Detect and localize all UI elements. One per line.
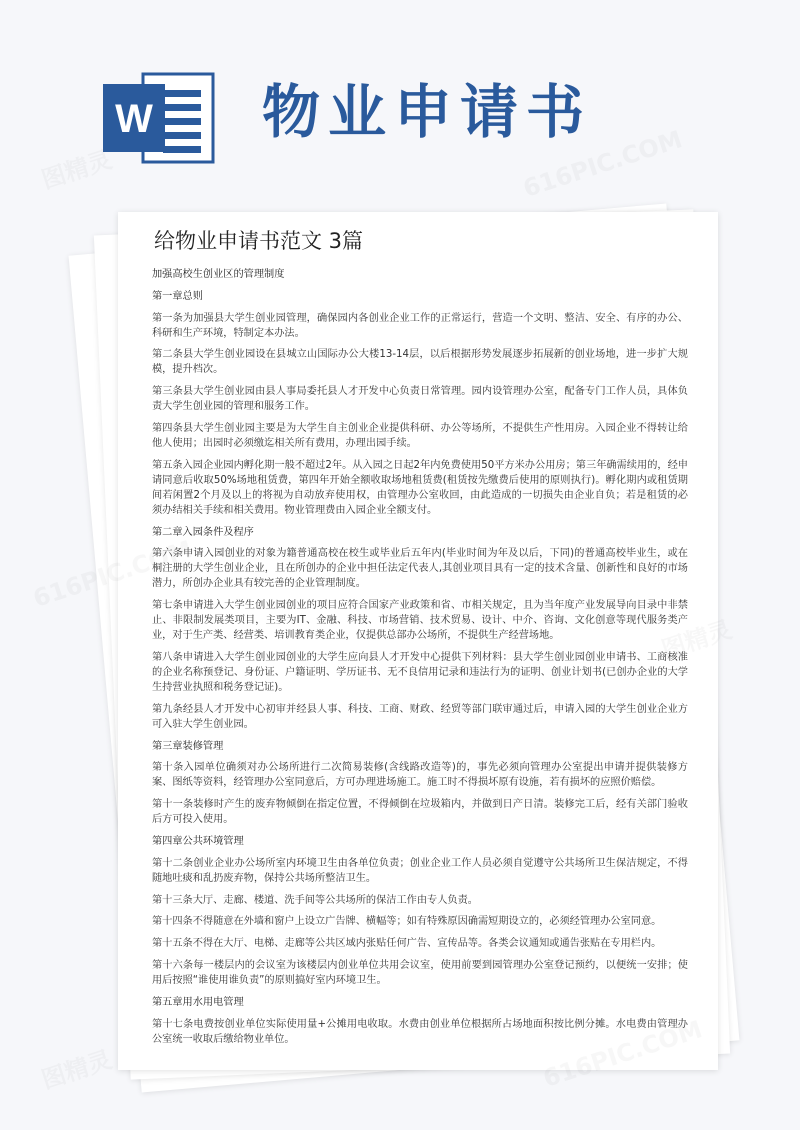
- paragraph: 第十四条不得随意在外墙和窗户上设立广告牌、横幅等；如有特殊原因确需短期设立的，必须经管理办公室同意。: [152, 916, 662, 928]
- section-heading: 第三章装修管理: [152, 740, 224, 752]
- watermark-text: 图精灵: [38, 1045, 116, 1095]
- paragraph: 第十三条大厅、走廊、楼道、洗手间等公共场所的保洁工作由专人负责。: [152, 894, 478, 906]
- paragraph: 第八条申请进入大学生创业园创业的大学生应向县人才开发中心提供下列材料：县大学生创业园创业申请书、工商核准的企业名称预登记、身份证、户籍证明、学历证书、无不良信用记录和违法行为的证明、创业计划书(已创办企业的大学生持营业执照和税务登记证)。: [152, 651, 688, 693]
- section-heading: 第四章公共环境管理: [152, 835, 244, 847]
- paragraph: 第九条经县人才开发中心初审并经县人事、科技、工商、财政、经贸等部门联审通过后，申请入园的大学生创业企业方可入驻大学生创业园。: [152, 703, 688, 730]
- document-title: 给物业申请书范文 3篇: [154, 229, 364, 253]
- paragraph: 第六条申请入园创业的对象为籍普通高校在校生或毕业后五年内(毕业时间为年及以后，下同)的普通高校毕业生，或在桐注册的大学生创业企业，且在所创办的企业中担任法定代表人,其创业项目具有一定的技术含量、创新性和良好的市场潜力，所创办企业具有较完善的企业管理制度。: [152, 548, 688, 590]
- paragraph: 第七条申请进入大学生创业园创业的项目应符合国家产业政策和省、市相关规定，且为当年度产业发展导向目录中非禁止、非限制发展类项目，主要为IT、金融、科技、市场营销、技术贸易、设计、中介、咨询、文化创意等现代服务类产业，对于生产类、经营类、培训教育类企业，仅提供总部办公场所，不提供生产经营场地。: [152, 600, 688, 642]
- paragraph: 第三条县大学生创业园由县人事局委托县人才开发中心负责日常管理。园内设管理办公室，配备专门工作人员，具体负责大学生创业园的管理和服务工作。: [152, 386, 688, 413]
- document-page: [118, 212, 718, 1070]
- paragraph: 第二条县大学生创业园设在县城立山国际办公大楼13-14层，以后根据形势发展逐步拓展新的创业场地，进一步扩大规模，提升档次。: [152, 349, 688, 376]
- paragraph: 第十五条不得在大厅、电梯、走廊等公共区域内张贴任何广告、宣传品等。各类会议通知或通告张贴在专用栏内。: [152, 938, 662, 950]
- section-heading: 第五章用水用电管理: [152, 996, 244, 1008]
- watermark-text: 图精灵: [38, 145, 116, 195]
- paragraph: 第十二条创业企业办公场所室内环境卫生由各单位负责；创业企业工作人员必须自觉遵守公共场所卫生保洁规定，不得随地吐痰和乱扔废弃物，保持公共场所整洁卫生。: [152, 857, 688, 884]
- paragraph: 第一条为加强县大学生创业园管理，确保园内各创业企业工作的正常运行，营造一个文明、整洁、安全、有序的办公、科研和生产环境，特制定本办法。: [152, 312, 688, 339]
- paragraph: 第五条入园企业园内孵化期一般不超过2年。从入园之日起2年内免费使用50平方米办公用房；第三年确需续用的，经申请同意后收取50%场地租赁费，第四年开始全额收取场地租赁费(租赁按先缴费后使用的原则执行)。孵化期内或租赁期间若闲置2个月及以上的将视为自动放弃使用权，由管理办公室收回，由此造成的一切损失由企业自负；若是租赁的必须办结相关手续和相关费用。物业管理费由入园企业全额支付。: [152, 459, 688, 516]
- word-document-icon: [103, 68, 215, 168]
- paragraph: 第十条入园单位确须对办公场所进行二次简易装修(含线路改造等)的，事先必须向管理办公室提出申请并提供装修方案、图纸等资料，经管理办公室同意后，方可办理进场施工。施工时不得损坏原有设施，若有损坏的应照价赔偿。: [152, 762, 688, 789]
- section-heading: 加强高校生创业区的管理制度: [152, 269, 285, 280]
- page-header: [0, 0, 800, 210]
- page-title: 物业申请书: [262, 78, 593, 146]
- document-body: [152, 267, 688, 1053]
- word-icon-letter: W: [115, 97, 153, 141]
- section-heading: 第一章总则: [152, 290, 203, 302]
- paragraph: 第十一条装修时产生的废弃物倾倒在指定位置，不得倾倒在垃圾箱内，并做到日产日清。装修完工后，经有关部门验收后方可投入使用。: [152, 799, 688, 826]
- section-heading: 第二章入园条件及程序: [152, 526, 254, 538]
- watermark-text: 616PIC.COM: [519, 125, 686, 203]
- paragraph: 第四条县大学生创业园主要是为大学生自主创业企业提供科研、办公等场所，不提供生产性用房。入园企业不得转让给他人使用；出园时必须缴迄相关所有费用，办理出园手续。: [152, 422, 688, 449]
- paragraph: 第十六条每一楼层内的会议室为该楼层内创业单位共用会议室，使用前要到园管理办公室登记预约，以便统一安排；使用后按照“谁使用谁负责”的原则搞好室内环境卫生。: [152, 959, 688, 986]
- paragraph: 第十七条电费按创业单位实际使用量+公摊用电收取。水费由创业单位根据所占场地面积按比例分摊。水电费由管理办公室统一收取后缴给物业单位。: [152, 1018, 688, 1045]
